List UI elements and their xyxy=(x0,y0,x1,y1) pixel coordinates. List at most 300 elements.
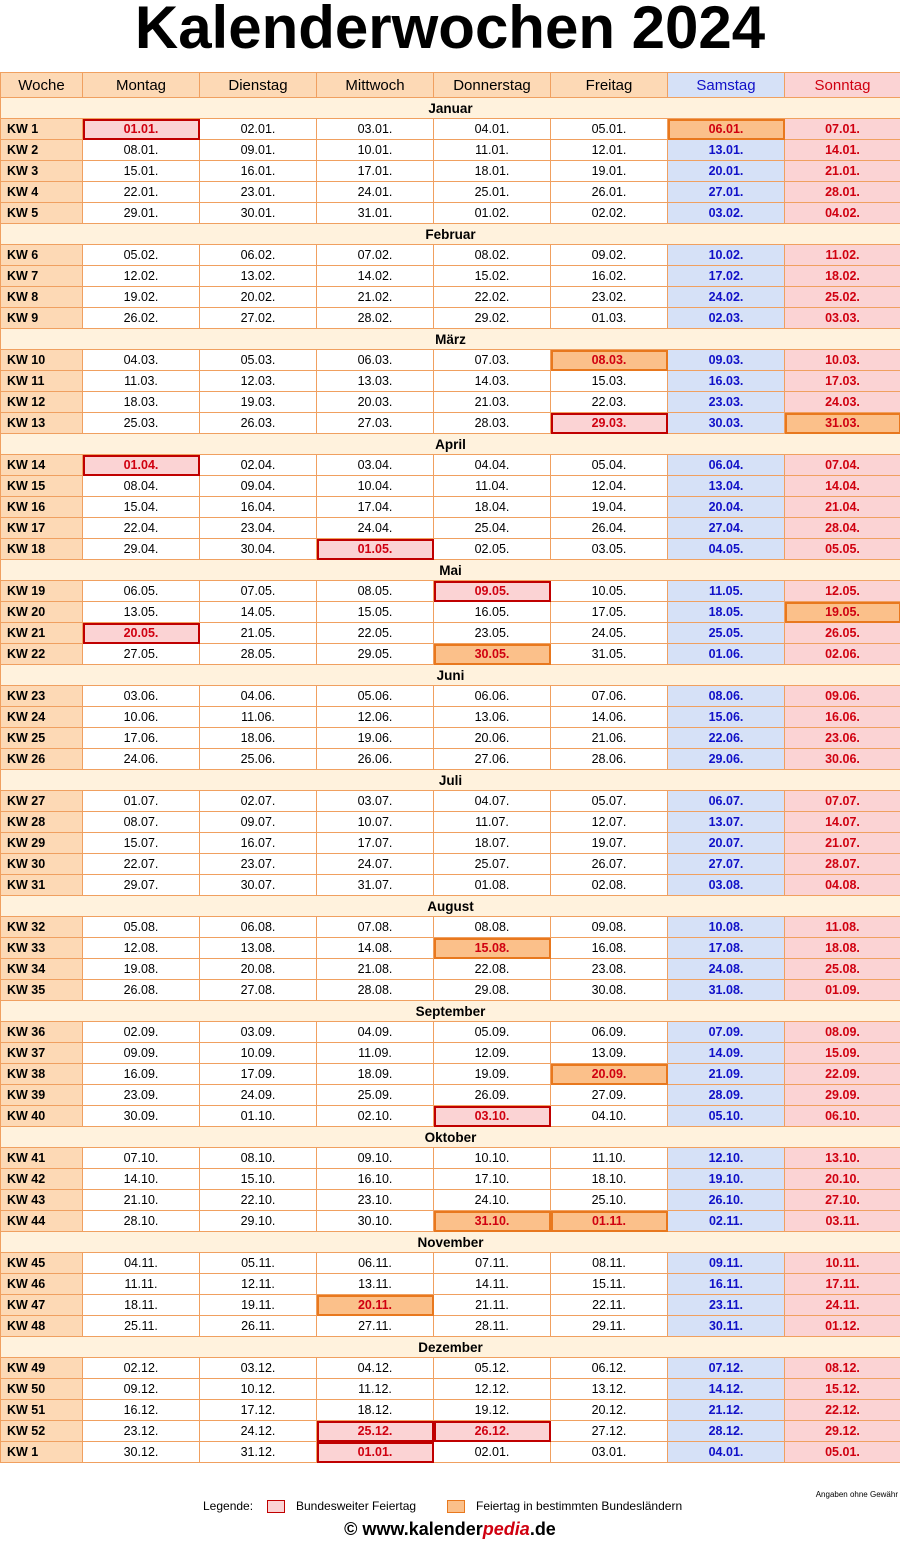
month-name: Dezember xyxy=(1,1337,900,1358)
day-cell: 17.05. xyxy=(551,602,668,623)
calendar-body xyxy=(1,98,900,1463)
week-number: KW 1 xyxy=(1,119,83,140)
day-cell: 19.12. xyxy=(434,1400,551,1421)
day-cell: 05.09. xyxy=(434,1022,551,1043)
day-cell: 18.05. xyxy=(668,602,785,623)
day-cell: 10.02. xyxy=(668,245,785,266)
week-row xyxy=(1,518,900,539)
holiday-cell: 30.05. xyxy=(434,644,551,665)
holiday-cell: 26.12. xyxy=(434,1421,551,1442)
week-number: KW 31 xyxy=(1,875,83,896)
day-cell: 09.04. xyxy=(200,476,317,497)
day-cell: 22.09. xyxy=(785,1064,900,1085)
day-cell: 19.08. xyxy=(83,959,200,980)
week-number: KW 50 xyxy=(1,1379,83,1400)
page-title: Kalenderwochen 2024 xyxy=(134,0,766,61)
day-cell: 12.08. xyxy=(83,938,200,959)
day-cell: 07.05. xyxy=(200,581,317,602)
day-cell: 15.11. xyxy=(551,1274,668,1295)
day-cell: 08.11. xyxy=(551,1253,668,1274)
day-cell: 10.12. xyxy=(200,1379,317,1400)
day-cell: 23.05. xyxy=(434,623,551,644)
week-row xyxy=(1,728,900,749)
day-cell: 22.02. xyxy=(434,287,551,308)
week-row xyxy=(1,539,900,560)
day-cell: 03.01. xyxy=(317,119,434,140)
day-cell: 14.12. xyxy=(668,1379,785,1400)
day-cell: 02.04. xyxy=(200,455,317,476)
header-samstag: Samstag xyxy=(668,73,785,98)
day-cell: 24.08. xyxy=(668,959,785,980)
day-cell: 30.09. xyxy=(83,1106,200,1127)
day-cell: 05.05. xyxy=(785,539,900,560)
day-cell: 08.10. xyxy=(200,1148,317,1169)
week-row xyxy=(1,1190,900,1211)
day-cell: 04.06. xyxy=(200,686,317,707)
week-number: KW 7 xyxy=(1,266,83,287)
week-row xyxy=(1,1421,900,1442)
header-montag: Montag xyxy=(83,73,200,98)
holiday-cell: 25.12. xyxy=(317,1421,434,1442)
day-cell: 14.02. xyxy=(317,266,434,287)
week-row xyxy=(1,686,900,707)
day-cell: 08.06. xyxy=(668,686,785,707)
day-cell: 01.06. xyxy=(668,644,785,665)
week-number: KW 35 xyxy=(1,980,83,1001)
footer-url[interactable] xyxy=(0,1519,900,1540)
week-number: KW 49 xyxy=(1,1358,83,1379)
day-cell: 21.05. xyxy=(200,623,317,644)
week-number: KW 25 xyxy=(1,728,83,749)
week-row xyxy=(1,287,900,308)
week-number: KW 14 xyxy=(1,455,83,476)
day-cell: 15.10. xyxy=(200,1169,317,1190)
day-cell: 25.10. xyxy=(551,1190,668,1211)
week-number: KW 12 xyxy=(1,392,83,413)
day-cell: 02.09. xyxy=(83,1022,200,1043)
day-cell: 23.10. xyxy=(317,1190,434,1211)
day-cell: 19.10. xyxy=(668,1169,785,1190)
day-cell: 23.06. xyxy=(785,728,900,749)
day-cell: 01.08. xyxy=(434,875,551,896)
week-row xyxy=(1,854,900,875)
day-cell: 10.10. xyxy=(434,1148,551,1169)
day-cell: 22.11. xyxy=(551,1295,668,1316)
day-cell: 20.06. xyxy=(434,728,551,749)
day-cell: 18.06. xyxy=(200,728,317,749)
day-cell: 14.03. xyxy=(434,371,551,392)
day-cell: 27.09. xyxy=(551,1085,668,1106)
month-row xyxy=(1,665,900,686)
day-cell: 25.03. xyxy=(83,413,200,434)
day-cell: 28.01. xyxy=(785,182,900,203)
day-cell: 07.02. xyxy=(317,245,434,266)
day-cell: 25.04. xyxy=(434,518,551,539)
day-cell: 16.03. xyxy=(668,371,785,392)
week-row xyxy=(1,245,900,266)
day-cell: 03.03. xyxy=(785,308,900,329)
day-cell: 03.07. xyxy=(317,791,434,812)
day-cell: 28.09. xyxy=(668,1085,785,1106)
day-cell: 01.07. xyxy=(83,791,200,812)
month-name: Februar xyxy=(1,224,900,245)
day-cell: 16.07. xyxy=(200,833,317,854)
day-cell: 15.03. xyxy=(551,371,668,392)
week-row xyxy=(1,959,900,980)
day-cell: 11.05. xyxy=(668,581,785,602)
day-cell: 04.05. xyxy=(668,539,785,560)
day-cell: 05.04. xyxy=(551,455,668,476)
day-cell: 10.01. xyxy=(317,140,434,161)
day-cell: 12.07. xyxy=(551,812,668,833)
week-row xyxy=(1,812,900,833)
day-cell: 13.03. xyxy=(317,371,434,392)
day-cell: 18.04. xyxy=(434,497,551,518)
header-row xyxy=(1,73,900,98)
header-dienstag: Dienstag xyxy=(200,73,317,98)
week-row xyxy=(1,182,900,203)
day-cell: 02.07. xyxy=(200,791,317,812)
day-cell: 18.10. xyxy=(551,1169,668,1190)
month-name: April xyxy=(1,434,900,455)
day-cell: 07.01. xyxy=(785,119,900,140)
week-row xyxy=(1,1106,900,1127)
day-cell: 06.03. xyxy=(317,350,434,371)
day-cell: 03.01. xyxy=(551,1442,668,1463)
holiday-cell: 29.03. xyxy=(551,413,668,434)
holiday-cell: 31.03. xyxy=(785,413,900,434)
day-cell: 07.04. xyxy=(785,455,900,476)
week-number: KW 52 xyxy=(1,1421,83,1442)
week-row xyxy=(1,623,900,644)
day-cell: 21.06. xyxy=(551,728,668,749)
day-cell: 16.04. xyxy=(200,497,317,518)
day-cell: 13.05. xyxy=(83,602,200,623)
day-cell: 10.03. xyxy=(785,350,900,371)
day-cell: 15.09. xyxy=(785,1043,900,1064)
week-number: KW 45 xyxy=(1,1253,83,1274)
day-cell: 13.10. xyxy=(785,1148,900,1169)
day-cell: 30.12. xyxy=(83,1442,200,1463)
day-cell: 22.06. xyxy=(668,728,785,749)
month-name: November xyxy=(1,1232,900,1253)
day-cell: 12.03. xyxy=(200,371,317,392)
week-row xyxy=(1,161,900,182)
day-cell: 14.06. xyxy=(551,707,668,728)
day-cell: 05.12. xyxy=(434,1358,551,1379)
day-cell: 09.09. xyxy=(83,1043,200,1064)
day-cell: 17.06. xyxy=(83,728,200,749)
day-cell: 11.06. xyxy=(200,707,317,728)
day-cell: 11.10. xyxy=(551,1148,668,1169)
holiday-cell: 20.09. xyxy=(551,1064,668,1085)
day-cell: 20.01. xyxy=(668,161,785,182)
day-cell: 09.02. xyxy=(551,245,668,266)
day-cell: 23.02. xyxy=(551,287,668,308)
day-cell: 03.05. xyxy=(551,539,668,560)
day-cell: 13.07. xyxy=(668,812,785,833)
day-cell: 07.06. xyxy=(551,686,668,707)
day-cell: 14.07. xyxy=(785,812,900,833)
week-number: KW 30 xyxy=(1,854,83,875)
week-row xyxy=(1,140,900,161)
day-cell: 17.01. xyxy=(317,161,434,182)
day-cell: 29.08. xyxy=(434,980,551,1001)
day-cell: 04.04. xyxy=(434,455,551,476)
day-cell: 19.11. xyxy=(200,1295,317,1316)
day-cell: 05.02. xyxy=(83,245,200,266)
day-cell: 30.01. xyxy=(200,203,317,224)
week-number: KW 5 xyxy=(1,203,83,224)
day-cell: 27.07. xyxy=(668,854,785,875)
day-cell: 01.03. xyxy=(551,308,668,329)
footer-suffix: .de xyxy=(529,1519,556,1539)
day-cell: 27.03. xyxy=(317,413,434,434)
day-cell: 28.10. xyxy=(83,1211,200,1232)
day-cell: 28.02. xyxy=(317,308,434,329)
day-cell: 28.12. xyxy=(668,1421,785,1442)
day-cell: 27.05. xyxy=(83,644,200,665)
month-name: Juni xyxy=(1,665,900,686)
week-row xyxy=(1,1295,900,1316)
day-cell: 18.08. xyxy=(785,938,900,959)
holiday-cell: 01.04. xyxy=(83,455,200,476)
day-cell: 24.02. xyxy=(668,287,785,308)
day-cell: 16.08. xyxy=(551,938,668,959)
day-cell: 23.09. xyxy=(83,1085,200,1106)
day-cell: 19.02. xyxy=(83,287,200,308)
month-row xyxy=(1,1001,900,1022)
week-number: KW 9 xyxy=(1,308,83,329)
day-cell: 01.02. xyxy=(434,203,551,224)
week-number: KW 43 xyxy=(1,1190,83,1211)
day-cell: 29.06. xyxy=(668,749,785,770)
week-number: KW 51 xyxy=(1,1400,83,1421)
day-cell: 03.02. xyxy=(668,203,785,224)
day-cell: 06.05. xyxy=(83,581,200,602)
day-cell: 30.06. xyxy=(785,749,900,770)
week-number: KW 37 xyxy=(1,1043,83,1064)
day-cell: 20.02. xyxy=(200,287,317,308)
day-cell: 31.07. xyxy=(317,875,434,896)
holiday-cell: 01.01. xyxy=(83,119,200,140)
day-cell: 28.07. xyxy=(785,854,900,875)
day-cell: 17.10. xyxy=(434,1169,551,1190)
day-cell: 27.11. xyxy=(317,1316,434,1337)
day-cell: 15.06. xyxy=(668,707,785,728)
week-number: KW 10 xyxy=(1,350,83,371)
day-cell: 22.03. xyxy=(551,392,668,413)
week-number: KW 26 xyxy=(1,749,83,770)
week-number: KW 20 xyxy=(1,602,83,623)
day-cell: 04.11. xyxy=(83,1253,200,1274)
day-cell: 12.06. xyxy=(317,707,434,728)
day-cell: 21.03. xyxy=(434,392,551,413)
week-number: KW 28 xyxy=(1,812,83,833)
day-cell: 16.02. xyxy=(551,266,668,287)
day-cell: 29.07. xyxy=(83,875,200,896)
day-cell: 30.04. xyxy=(200,539,317,560)
day-cell: 18.09. xyxy=(317,1064,434,1085)
day-cell: 04.08. xyxy=(785,875,900,896)
day-cell: 26.01. xyxy=(551,182,668,203)
day-cell: 22.01. xyxy=(83,182,200,203)
week-number: KW 27 xyxy=(1,791,83,812)
header-sonntag: Sonntag xyxy=(785,73,900,98)
week-row xyxy=(1,371,900,392)
week-row xyxy=(1,791,900,812)
day-cell: 16.05. xyxy=(434,602,551,623)
day-cell: 14.05. xyxy=(200,602,317,623)
day-cell: 21.09. xyxy=(668,1064,785,1085)
month-row xyxy=(1,329,900,350)
day-cell: 06.10. xyxy=(785,1106,900,1127)
week-number: KW 3 xyxy=(1,161,83,182)
week-number: KW 23 xyxy=(1,686,83,707)
holiday-cell: 31.10. xyxy=(434,1211,551,1232)
day-cell: 21.02. xyxy=(317,287,434,308)
day-cell: 08.02. xyxy=(434,245,551,266)
footer-prefix: © www.kalender xyxy=(344,1519,483,1539)
day-cell: 08.09. xyxy=(785,1022,900,1043)
day-cell: 13.06. xyxy=(434,707,551,728)
day-cell: 11.04. xyxy=(434,476,551,497)
week-number: KW 39 xyxy=(1,1085,83,1106)
day-cell: 27.06. xyxy=(434,749,551,770)
day-cell: 29.04. xyxy=(83,539,200,560)
day-cell: 20.12. xyxy=(551,1400,668,1421)
holiday-cell: 09.05. xyxy=(434,581,551,602)
day-cell: 16.11. xyxy=(668,1274,785,1295)
day-cell: 18.02. xyxy=(785,266,900,287)
day-cell: 22.10. xyxy=(200,1190,317,1211)
day-cell: 21.04. xyxy=(785,497,900,518)
week-row xyxy=(1,413,900,434)
legend-land-text: Feiertag in bestimmten Bundesländern xyxy=(476,1499,683,1513)
day-cell: 21.10. xyxy=(83,1190,200,1211)
holiday-cell: 19.05. xyxy=(785,602,900,623)
day-cell: 15.12. xyxy=(785,1379,900,1400)
day-cell: 28.03. xyxy=(434,413,551,434)
day-cell: 05.11. xyxy=(200,1253,317,1274)
day-cell: 13.11. xyxy=(317,1274,434,1295)
day-cell: 06.07. xyxy=(668,791,785,812)
day-cell: 10.04. xyxy=(317,476,434,497)
day-cell: 15.05. xyxy=(317,602,434,623)
day-cell: 29.12. xyxy=(785,1421,900,1442)
day-cell: 08.04. xyxy=(83,476,200,497)
week-number: KW 18 xyxy=(1,539,83,560)
week-row xyxy=(1,1148,900,1169)
day-cell: 14.09. xyxy=(668,1043,785,1064)
day-cell: 02.01. xyxy=(200,119,317,140)
week-row xyxy=(1,1442,900,1463)
day-cell: 30.08. xyxy=(551,980,668,1001)
day-cell: 14.04. xyxy=(785,476,900,497)
day-cell: 26.10. xyxy=(668,1190,785,1211)
day-cell: 31.05. xyxy=(551,644,668,665)
week-row xyxy=(1,308,900,329)
day-cell: 20.04. xyxy=(668,497,785,518)
day-cell: 09.12. xyxy=(83,1379,200,1400)
day-cell: 16.06. xyxy=(785,707,900,728)
day-cell: 04.09. xyxy=(317,1022,434,1043)
month-row xyxy=(1,1337,900,1358)
week-number: KW 16 xyxy=(1,497,83,518)
header-donnerstag: Donnerstag xyxy=(434,73,551,98)
week-number: KW 38 xyxy=(1,1064,83,1085)
month-row xyxy=(1,434,900,455)
day-cell: 17.09. xyxy=(200,1064,317,1085)
week-row xyxy=(1,917,900,938)
day-cell: 05.07. xyxy=(551,791,668,812)
day-cell: 08.12. xyxy=(785,1358,900,1379)
day-cell: 08.08. xyxy=(434,917,551,938)
week-row xyxy=(1,749,900,770)
day-cell: 11.11. xyxy=(83,1274,200,1295)
week-number: KW 41 xyxy=(1,1148,83,1169)
day-cell: 26.03. xyxy=(200,413,317,434)
day-cell: 21.01. xyxy=(785,161,900,182)
week-number: KW 46 xyxy=(1,1274,83,1295)
week-row xyxy=(1,602,900,623)
day-cell: 09.08. xyxy=(551,917,668,938)
day-cell: 12.11. xyxy=(200,1274,317,1295)
day-cell: 27.08. xyxy=(200,980,317,1001)
week-number: KW 29 xyxy=(1,833,83,854)
month-name: September xyxy=(1,1001,900,1022)
week-row xyxy=(1,1379,900,1400)
day-cell: 12.04. xyxy=(551,476,668,497)
day-cell: 07.10. xyxy=(83,1148,200,1169)
month-row xyxy=(1,1232,900,1253)
day-cell: 21.12. xyxy=(668,1400,785,1421)
day-cell: 01.10. xyxy=(200,1106,317,1127)
week-row xyxy=(1,875,900,896)
day-cell: 31.01. xyxy=(317,203,434,224)
day-cell: 11.07. xyxy=(434,812,551,833)
day-cell: 02.08. xyxy=(551,875,668,896)
day-cell: 06.12. xyxy=(551,1358,668,1379)
holiday-cell: 08.03. xyxy=(551,350,668,371)
day-cell: 23.01. xyxy=(200,182,317,203)
day-cell: 31.08. xyxy=(668,980,785,1001)
day-cell: 07.07. xyxy=(785,791,900,812)
week-number: KW 47 xyxy=(1,1295,83,1316)
day-cell: 27.10. xyxy=(785,1190,900,1211)
week-row xyxy=(1,203,900,224)
day-cell: 26.06. xyxy=(317,749,434,770)
day-cell: 26.07. xyxy=(551,854,668,875)
day-cell: 28.05. xyxy=(200,644,317,665)
month-name: Oktober xyxy=(1,1127,900,1148)
week-number: KW 17 xyxy=(1,518,83,539)
day-cell: 18.03. xyxy=(83,392,200,413)
day-cell: 14.01. xyxy=(785,140,900,161)
day-cell: 14.10. xyxy=(83,1169,200,1190)
day-cell: 29.09. xyxy=(785,1085,900,1106)
week-number: KW 36 xyxy=(1,1022,83,1043)
day-cell: 29.05. xyxy=(317,644,434,665)
month-name: Juli xyxy=(1,770,900,791)
day-cell: 24.10. xyxy=(434,1190,551,1211)
day-cell: 04.03. xyxy=(83,350,200,371)
day-cell: 13.08. xyxy=(200,938,317,959)
day-cell: 03.12. xyxy=(200,1358,317,1379)
month-name: August xyxy=(1,896,900,917)
day-cell: 17.08. xyxy=(668,938,785,959)
day-cell: 23.03. xyxy=(668,392,785,413)
